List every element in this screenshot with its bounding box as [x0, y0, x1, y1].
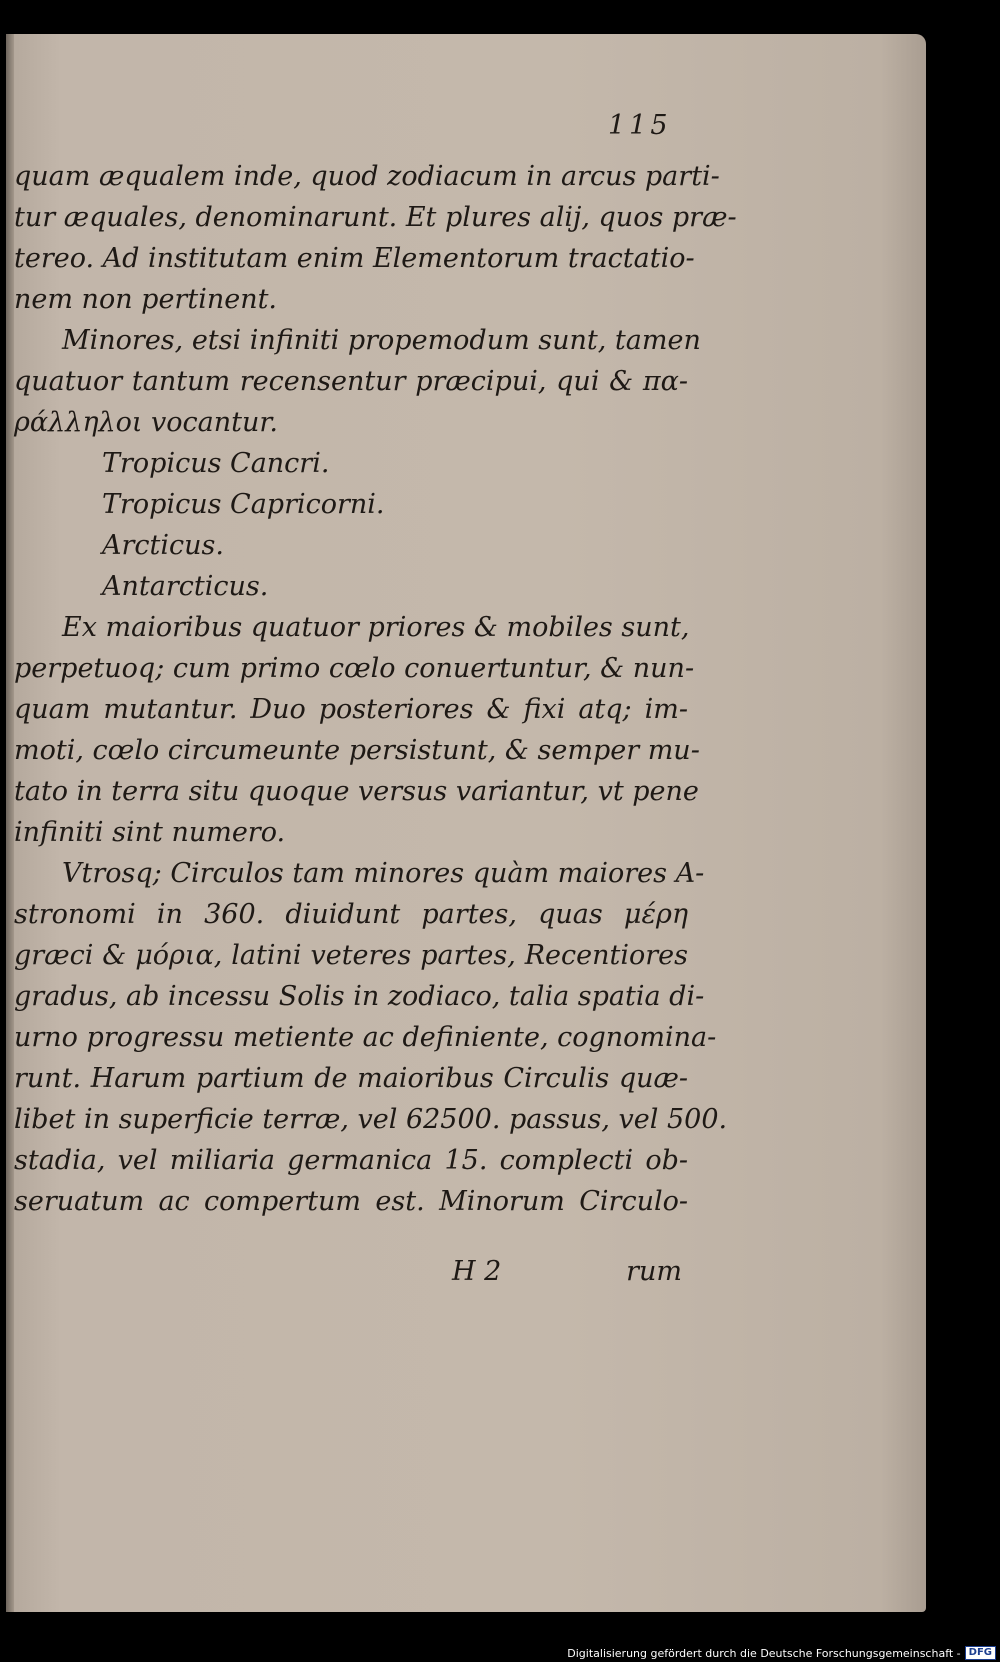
circle-list: [14, 443, 688, 607]
list-item: Tropicus Capricorni.: [102, 489, 385, 520]
text-line: tato in terra situ quoque versus variantur, vt pene: [14, 776, 699, 807]
paragraph-4: [14, 853, 728, 1222]
text-line: moti, cœlo circumeunte persistunt, & semper mu-: [14, 735, 700, 766]
text-line: Ex maioribus quatuor priores & mobiles sunt,: [62, 612, 690, 643]
list-item: Tropicus Cancri.: [102, 448, 330, 479]
book-page: [6, 34, 926, 1612]
text-line: græci & μόρια, latini veteres partes, Recentiores: [14, 940, 688, 971]
paragraph-2: [14, 320, 701, 443]
page-number: 115: [608, 110, 672, 141]
text-line: tereo. Ad institutam enim Elementorum tractatio-: [14, 243, 695, 274]
text-line: quam mutantur. Duo posteriores & fixi atq; im-: [14, 694, 688, 725]
text-line: ράλληλοι vocantur.: [14, 407, 278, 438]
text-line: nem non pertinent.: [14, 284, 278, 315]
text-line: stronomi in 360. diuidunt partes, quas μέρη: [14, 899, 688, 930]
digitization-credit: [567, 1646, 996, 1660]
text-line: gradus, ab incessu Solis in zodiaco, talia spatia di-: [14, 981, 705, 1012]
credit-text: Digitalisierung gefördert durch die Deutsche Forschungsgemeinschaft -: [567, 1646, 961, 1660]
text-line: quam æqualem inde, quod zodiacum in arcus parti-: [14, 161, 720, 192]
text-line: tur æquales, denominarunt. Et plures alij, quos præ-: [14, 202, 737, 233]
list-item: Arcticus.: [102, 530, 224, 561]
text-line: urno progressu metiente ac definiente, cognomina-: [14, 1022, 717, 1053]
text-line: quatuor tantum recensentur præcipui, qui & πα-: [14, 366, 688, 397]
body-text: [14, 112, 737, 1222]
list-item: Antarcticus.: [102, 571, 269, 602]
paragraph-1: [14, 156, 737, 320]
text-line: infiniti sint numero.: [14, 817, 286, 848]
signature-mark: H 2: [452, 1256, 502, 1287]
paragraph-3: [14, 607, 700, 853]
text-line: perpetuoq; cum primo cœlo conuertuntur, & nun-: [14, 653, 695, 684]
text-line: seruatum ac compertum est. Minorum Circulo-: [14, 1186, 688, 1217]
text-line: Minores, etsi infiniti propemodum sunt, tamen: [62, 325, 701, 356]
page-gutter-shadow: [6, 34, 14, 1612]
text-line: stadia, vel miliaria germanica 15. complecti ob-: [14, 1145, 688, 1176]
text-line: libet in superficie terræ, vel 62500. passus, vel 500.: [14, 1104, 728, 1135]
catchword: rum: [626, 1256, 682, 1287]
text-line: Vtrosq; Circulos tam minores quàm maiores A-: [62, 858, 705, 889]
dfg-logo-icon: DFG: [965, 1646, 996, 1660]
text-line: runt. Harum partium de maioribus Circulis quæ-: [14, 1063, 688, 1094]
